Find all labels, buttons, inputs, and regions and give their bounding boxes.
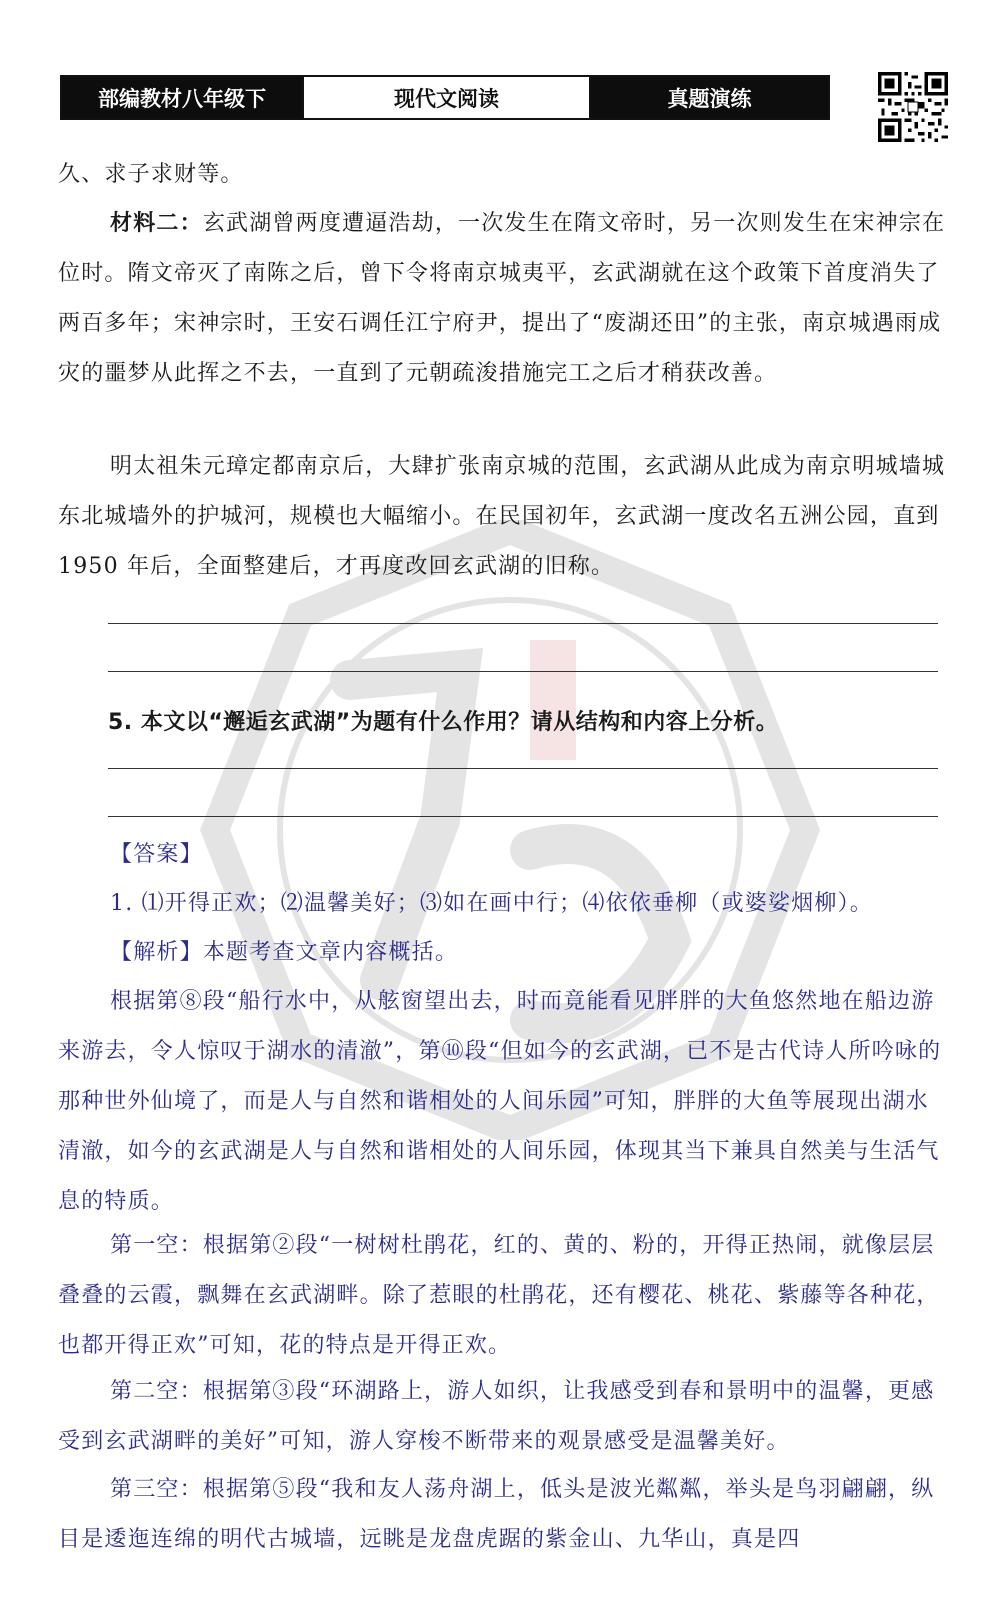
qr-code-icon <box>878 72 948 142</box>
header-grade-label: 部编教材八年级下 <box>62 77 302 118</box>
header-bar <box>60 75 830 120</box>
reading-paragraph-1 <box>58 198 950 399</box>
answer-line <box>108 768 938 769</box>
analysis-paragraph-3: 第二空：根据第③段“环湖路上，游人如织，让我感受到春和景明中的温馨，更感受到玄武湖畔的美好”可知，游人穿梭不断带来的观景感受是温馨美好。 <box>58 1379 935 1454</box>
analysis-paragraph-2: 第一空：根据第②段“一树树杜鹃花，红的、黄的、粉的，开得正热闹，就像层层叠叠的云霞，飘舞在玄武湖畔。除了惹眼的杜鹃花，还有樱花、桃花、紫藤等各种花，也都开得正欢”可知，花的特点是开得正欢。 <box>58 1233 940 1358</box>
material-two-label: 材料二： <box>110 210 203 236</box>
analysis-paragraph-1: 根据第⑧段“船行水中，从舷窗望出去，时而竟能看见胖胖的大鱼悠然地在船边游来游去，令人惊叹于湖水的清澈”，第⑩段“但如今的玄武湖，已不是古代诗人所吟咏的那种世外仙境了，而是人与自然和谐相处的人间乐园”可知，胖胖的大鱼等展现出湖水清澈，如今的玄武湖是人与自然和谐相处的人间乐园，体现其当下兼具自然美与生活气息的特质。 <box>58 989 942 1214</box>
answer-line <box>108 671 938 672</box>
reading-paragraph-2: 明太祖朱元璋定都南京后，大肆扩张南京城的范围，玄武湖从此成为南京明城墙城东北城墙外的护城河，规模也大幅缩小。在民国初年，玄武湖一度改名五洲公园，直到 1950 年后，全面整建后，才再度改回玄武湖的旧称。 <box>58 454 946 579</box>
analysis-text: 本题考查文章内容概括。 <box>202 940 459 965</box>
answer-line <box>108 623 938 624</box>
analysis-heading <box>58 928 950 978</box>
header-subject-label: 现代文阅读 <box>302 77 591 118</box>
question-5: 5. 本文以“邂逅玄武湖”为题有什么作用？请从结构和内容上分析。 <box>108 710 779 735</box>
analysis-tag: 【解析】 <box>110 940 203 965</box>
answer-tag: 【答案】 <box>110 842 203 867</box>
answer-line-1: 1. ⑴开得正欢；⑵温馨美好；⑶如在画中行；⑷依依垂柳（或婆娑烟柳）。 <box>110 891 873 916</box>
material-two-text: 玄武湖曾两度遭逼浩劫，一次发生在隋文帝时，另一次则发生在宋神宗在位时。隋文帝灭了南陈之后，曾下令将南京城夷平，玄武湖就在这个政策下首度消失了两百多年；宋神宗时，王安石调任江宁府尹，提出了“废湖还田”的主张，南京城遇雨成灾的噩梦从此挥之不去，一直到了元朝疏浚措施完工之后才稍获改善。 <box>58 211 946 386</box>
reading-paragraph-0: 久、求子求财等。 <box>58 162 244 187</box>
answer-line <box>108 816 938 817</box>
analysis-paragraph-4: 第三空：根据第⑤段“我和友人荡舟湖上，低头是波光粼粼，举头是鸟羽翩翩，纵目是逶迤连绵的明代古城墙，远眺是龙盘虎踞的紫金山、九华山，真是四 <box>58 1477 935 1552</box>
header-practice-label: 真题演练 <box>591 77 828 118</box>
